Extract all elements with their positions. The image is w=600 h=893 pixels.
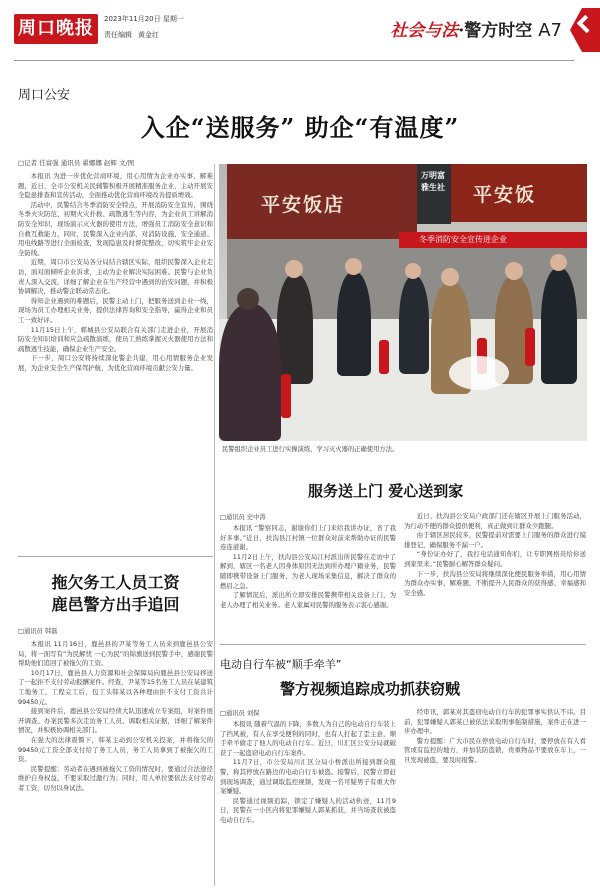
article4-kicker: 电动自行车被“顺手牵羊”: [220, 658, 342, 671]
article2-paragraph: 近日，扶沟县公安局户政部门还在辖区开展上门服务活动，为行动不便的群众提供便利，真正做到让群众少跑腿。: [404, 512, 586, 530]
police-head: [550, 254, 567, 271]
article3-headline-line1: 拖欠务工人员工资: [51, 573, 180, 592]
article2-paragraph: 了解情况后，派出所立即安排民警携带相关设备上门，为老人办理了相关业务。老人家属对民警的服务表示衷心感谢。: [220, 591, 396, 609]
news-photo: [219, 164, 587, 441]
column-label: 周口公安: [18, 88, 71, 103]
article2-paragraph: 11月2日上午，扶沟县公安局江村派出所民警在走访中了解到，辖区一名老人因身体原因无法到所办理户籍业务，民警随即携带设备上门服务，为老人现场采集信息，解决了群众的燃眉之急。: [220, 552, 396, 590]
article2-byline: □通讯员 史中涛: [220, 514, 266, 521]
section-title: 社会与法·警方时空 A7: [390, 20, 562, 41]
event-banner-text: 冬季消防安全宣传进企业: [419, 235, 507, 244]
police-officer: [337, 272, 371, 376]
woman-head: [505, 262, 523, 280]
main-headline: 入企“送服务” 助企“有温度”: [140, 113, 460, 142]
person-foreground: [219, 304, 281, 441]
police-head: [345, 258, 362, 275]
woman-head: [441, 268, 459, 286]
article1-paragraph: 活动中，民警结合冬季消防安全特点，开展消防安全宣传，围绕冬季火灾防范、初期火灾扑救、疏散逃生等内容，为企业员工讲解消防安全知识，现场演示灭火器的使用方法，增强员工消防安全意识和自救互救能力，同时，民警深入企业内部，对消防设施、安全通道、用电线路等进行全面检查，发现隐患及时督促整改，切实筑牢企业安全防线。: [18, 200, 213, 257]
masthead: [0, 0, 600, 60]
article4-paragraph: 民警通过视频追踪，锁定了嫌疑人的活动轨迹，11月9日，民警在一小区内将犯罪嫌疑人郭某抓获，并当场查获被盗电动自行车。: [220, 796, 396, 824]
article4-paragraph: 11月7日，市公安局川汇区分局小桥派出所接到群众报警，称其停放在路边的电动自行车被盗。接警后，民警立即赶到现场调查，通过调取监控视频，发现一名可疑男子有重大作案嫌疑。: [220, 758, 396, 796]
article3-headline: [18, 572, 213, 616]
article4-body-col1: [220, 720, 396, 886]
shop-sign-right-text: 平安饭: [473, 184, 537, 206]
article3-paragraph: 本报讯 11月16日，鹿邑县的尹某等务工人员来到鹿邑县公安局，将一面写有“为民解忧 一心为民”的锦旗送到民警手中，感谢民警帮助他们追回了被拖欠的工资。: [18, 640, 213, 668]
police-officer: [399, 276, 429, 374]
article3-body: [18, 640, 213, 886]
section-label: 社会与法: [390, 21, 459, 41]
photo-caption: 民警组织企业员工进行实操演练，学习灭火器的正确使用方法。: [222, 446, 399, 453]
police-officer: [277, 274, 313, 384]
article3-paragraph: 接到案件后，鹿邑县公安局经侦大队迅速成立专案组，对案件展开调查。办案民警多次走访务工人员、调取相关证据，详细了解案件情况，并积极协调相关部门。: [18, 707, 213, 735]
article3-paragraph: 10月17日，鹿邑县人力资源和社会保障局向鹿邑县公安局移送了一起拒不支付劳动报酬案件。经查，尹某等15名务工人员在某建筑工地务工，工程完工后，包工头韩某以各种理由拒不支付工资共计99450元。: [18, 668, 213, 706]
article4-headline: 警方视频追踪成功抓获窃贼: [280, 680, 461, 698]
police-officer: [541, 268, 577, 384]
article4-byline: □通讯员 刘保: [220, 710, 260, 717]
article1-paragraph: 11月15日上午，郸城县公安局联合有关部门走进企业，开展消防安全知识培训和应急疏散演练，使员工熟练掌握灭火器使用方法和疏散逃生技能，确保企业生产安全。: [18, 325, 213, 353]
police-head: [285, 260, 303, 278]
shop-sign-left-text: 平安饭店: [261, 194, 346, 216]
column-divider: [214, 164, 215, 886]
issue-date: 2023年11月20日 星期一: [104, 15, 184, 23]
editor-info: [104, 30, 184, 41]
section-sub: 警方时空: [464, 21, 533, 41]
article1-paragraph: 得知企业遇到的难题后，民警主动上门，把服务送到企业一线，现场为员工办理相关业务，提供法律咨询和安全指导，赢得企业和员工一致好评。: [18, 296, 213, 324]
article2-body-col1: [220, 524, 396, 636]
article1-paragraph: 近期，周口市公安局各分局结合辖区实际，组织民警深入企业走访，面对面倾听企业诉求，主动为企业解决实际困难。民警与企业负责人深入交流，详细了解企业在生产经营中遇到的治安问题，并积极协调解决，推动警企联动常态化。: [18, 258, 213, 296]
article3-headline-line2: 鹿邑警方出手追回: [51, 595, 180, 614]
article2-paragraph: 下一步，扶沟县公安局将继续深化便民服务举措，用心用情为群众办实事、解难题，不断提升人民群众的获得感、幸福感和安全感。: [404, 569, 586, 597]
article2-paragraph: 本报讯 “警察同志，谢谢你们上门来给我讲办证，省了我好多事。”近日，扶沟县江村镇一位群众对前来帮助办证的民警连连道谢。: [220, 524, 396, 552]
article2-headline: 服务送上门 爱心送到家: [308, 482, 464, 500]
issue-info: [104, 14, 184, 41]
shop-sign-mid-text: 万明富 雅生社: [421, 171, 445, 192]
editor-name: 黄金红: [138, 31, 159, 39]
article4-paragraph: 本报讯 随着气温的下降，多数人为自己的电动自行车装上了挡风被，有人在享受便利的同时，也有人打起了歪主意，顺手牵羊偷走了他人的电动自行车。近日，川汇区公安分局就破获了一起盗窃电动自行车案件。: [220, 720, 396, 757]
fire-extinguisher: [525, 328, 535, 366]
police-head: [405, 263, 421, 279]
fire-extinguisher: [281, 374, 291, 418]
article1-paragraph: 下一步，周口公安将持续深化警企共建，用心用情服务企业发展，为企业安全生产保驾护航，为优化营商环境贡献公安力量。: [18, 354, 213, 372]
extinguisher-spray: [449, 356, 509, 390]
newspaper-logo: 周口晚报: [14, 14, 98, 44]
editor-label: 责任编辑: [104, 31, 132, 39]
article3-divider: [18, 556, 213, 557]
article1-paragraph: 本报讯 为进一步优化营商环境，用心用情为企业办实事、解难题，近日，全市公安机关民辅警积极开展精准服务企业，主动开展安全隐患排查和宣传活动，全面推动优化营商环境改善提质增效。: [18, 172, 213, 200]
article4-divider: [220, 644, 586, 645]
fire-extinguisher: [379, 340, 389, 374]
article2-body-col2: [404, 512, 586, 636]
main-byline: □记者 任富强 通讯员 翟娜娜 赵辉 文/图: [18, 159, 135, 167]
masthead-divider: [14, 60, 574, 61]
article4-paragraph: 警方提醒：广大市民在停放电动自行车时，要停放在有人看管或有监控的地方，并加装防盗锁，贵重物品不要放在车上，一旦发现被盗，要及时报警。: [404, 736, 586, 764]
person-head: [237, 288, 259, 310]
article3-paragraph: 民警提醒：劳动者在遇到被拖欠工资的情况时，要通过合法途径维护自身权益，不要采取过激行为；同时，用人单位要依法支付劳动者工资，切勿以身试法。: [18, 764, 213, 792]
article2-paragraph: 由于辖区居民较多，民警提前对需要上门服务的群众进行摸排登记，确保服务不漏一户。: [404, 531, 586, 549]
article1-body: [18, 172, 213, 550]
article2-paragraph: “身份证办好了，我打电话通知你们，让专职网格员给你送到家里来。”民警耐心解答群众疑问。: [404, 550, 586, 568]
article4-paragraph: 经审讯，郭某对其盗窃电动自行车的犯罪事实供认不讳。目前，犯罪嫌疑人郭某已被依法采取刑事强制措施，案件正在进一步办理中。: [404, 708, 586, 736]
article3-byline: □通讯员 韩磊: [18, 628, 58, 635]
article3-paragraph: 在强大的法律震慑下，韩某主动到公安机关投案，并将拖欠的99450元工资全部支付给了务工人员，务工人员拿到了被拖欠的工资。: [18, 735, 213, 764]
page-number: A7: [538, 20, 562, 41]
article4-body-col2: [404, 708, 586, 886]
